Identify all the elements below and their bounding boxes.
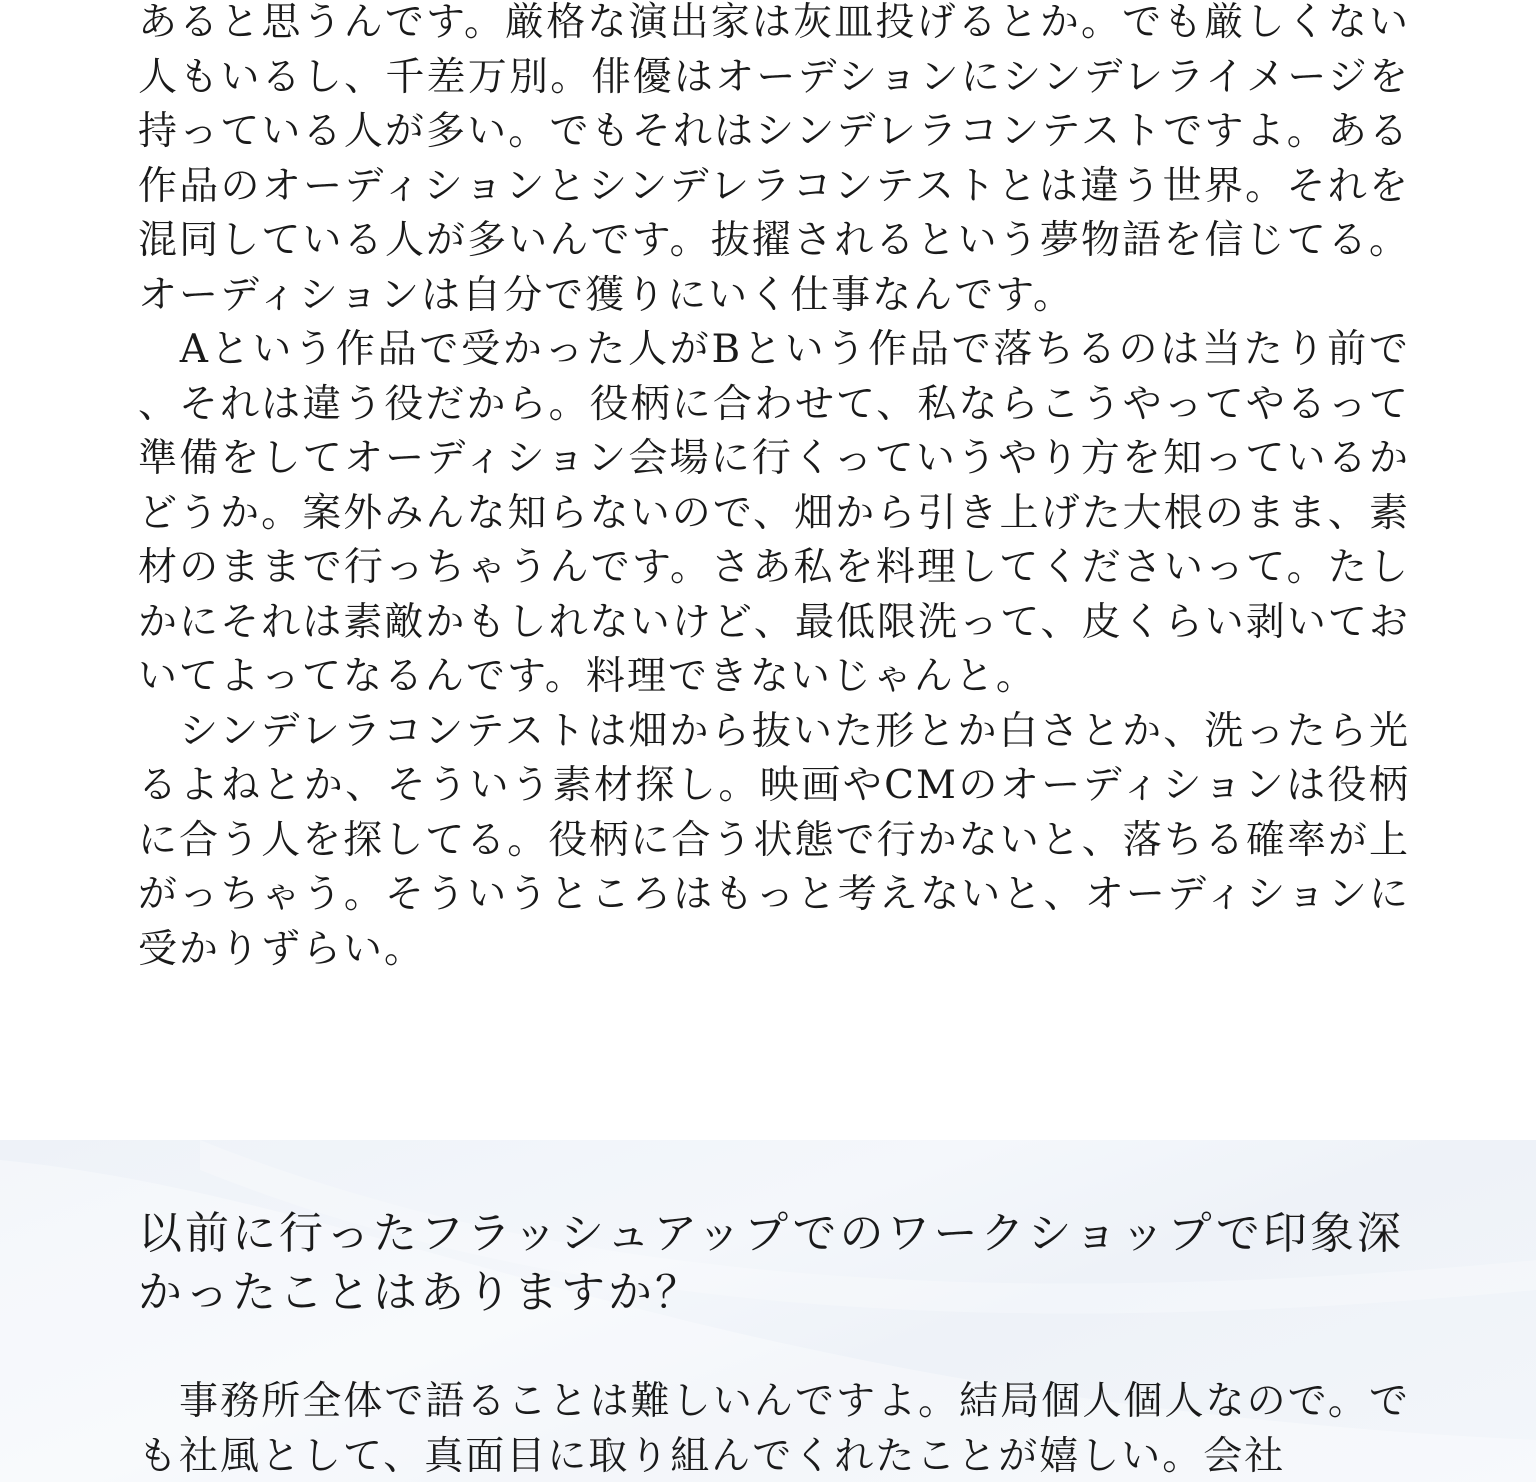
article-body: [138, 0, 1410, 977]
interview-answer: [138, 1374, 1410, 1482]
answer-paragraph-1: 事務所全体で語ることは難しいんですよ。結局個人個人なので。でも社風として、真面目に取り組んでくれたことが嬉しい。会社: [138, 1379, 1410, 1479]
interview-question-section: [0, 1140, 1536, 1482]
article-paragraph-1: あると思うんです。厳格な演出家は灰皿投げるとか。でも厳しくない人もいるし、千差万別。俳優はオーデションにシンデレライメージを持っている人が多い。でもそれはシンデレラコンテストですよ。ある作品のオーディションとシンデレラコンテストとは違う世界。それを混同している人が多いんです。抜擢されるという夢物語を信じてる。オーディションは自分で獲りにいく仕事なんです。: [138, 0, 1410, 318]
article-paragraph-2: Aという作品で受かった人がBという作品で落ちるのは当たり前で、それは違う役だから。役柄に合わせて、私ならこうやってやるって準備をしてオーディション会場に行くっていうやり方を知っているかどうか。案外みんな知らないので、畑から引き上げた大根のまま、素材のままで行っちゃうんです。さあ私を料理してくださいって。たしかにそれは素敵かもしれないけど、最低限洗って、皮くらい剥いておいてよってなるんです。料理できないじゃんと。: [138, 327, 1410, 699]
article-paragraph-3: シンデレラコンテストは畑から抜いた形とか白さとか、洗ったら光るよねとか、そういう素材探し。映画やCMのオーディションは役柄に合う人を探してる。役柄に合う状態で行かないと、落ちる確率が上がっちゃう。そういうところはもっと考えないと、オーディションに受かりずらい。: [138, 708, 1410, 972]
interview-question-heading: 以前に行ったフラッシュアップでのワークショップで印象深かったことはありますか？: [138, 1208, 1404, 1318]
